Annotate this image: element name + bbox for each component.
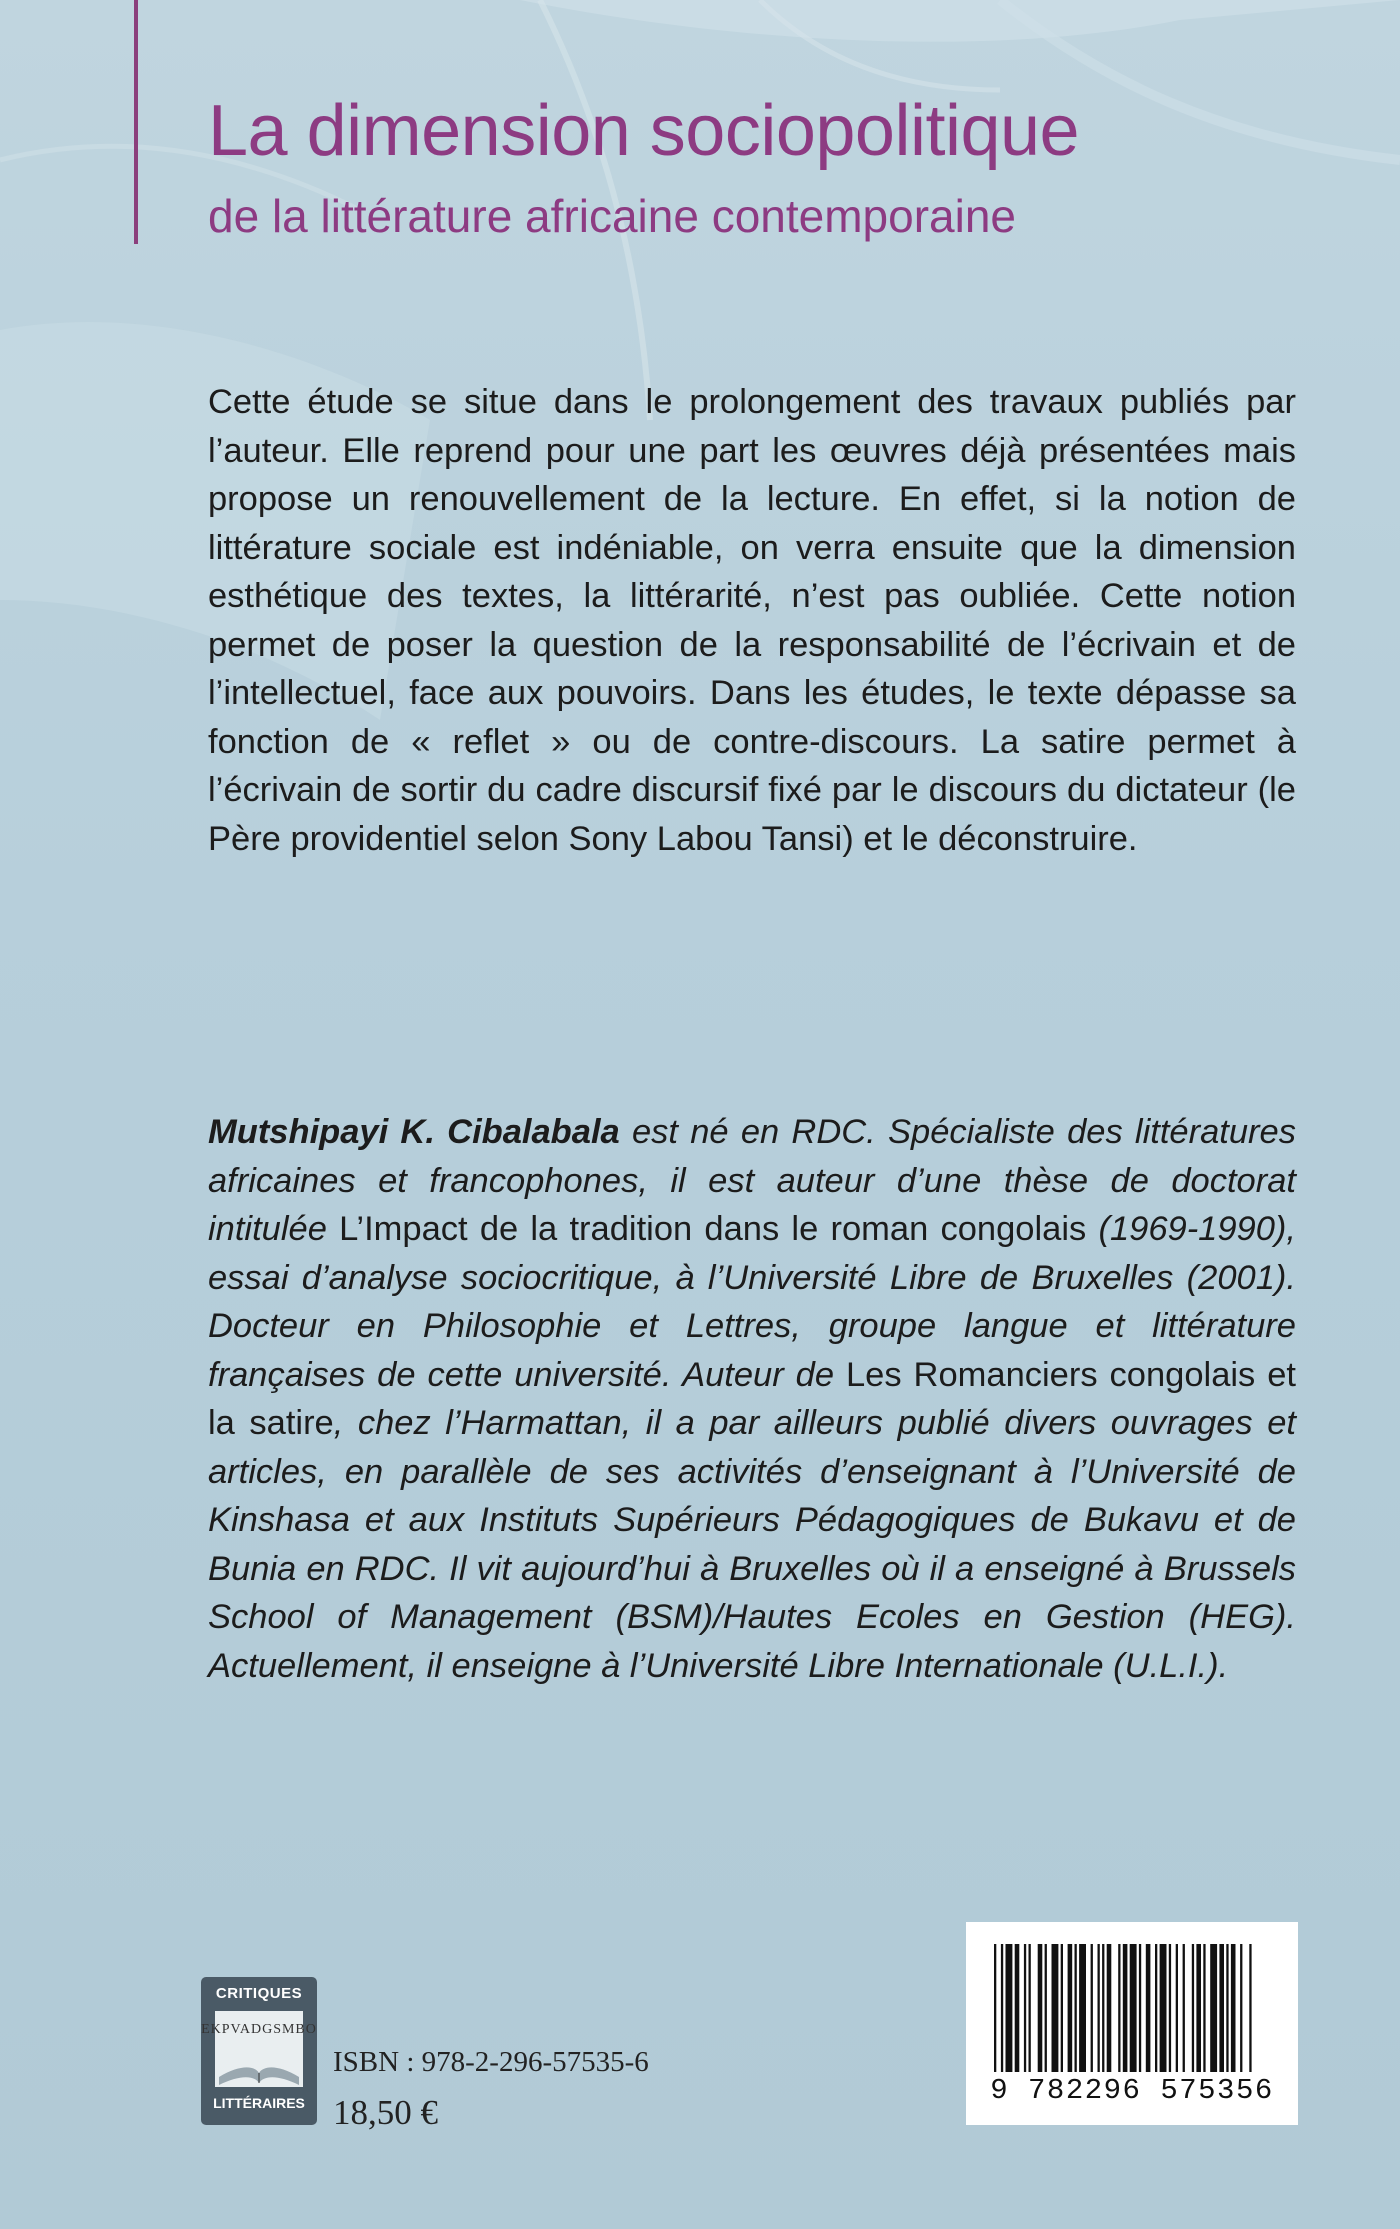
barcode-bar — [1045, 1944, 1047, 2072]
svg-text:EKPVADGSMBO: EKPVADGSMBO — [201, 2022, 317, 2037]
series-logo-bottom-text: LITTÉRAIRES — [213, 2095, 305, 2111]
barcode-bar — [1052, 1944, 1059, 2072]
barcode-bar — [1038, 1944, 1043, 2072]
barcode-bar — [1123, 1944, 1128, 2072]
barcode-bar — [1240, 1944, 1242, 2072]
barcode-bar — [1160, 1944, 1167, 2072]
barcode-bar — [1210, 1944, 1217, 2072]
barcode-bar — [1219, 1944, 1224, 2072]
barcode-bar — [1146, 1944, 1151, 2072]
barcode-bar — [1155, 1944, 1157, 2072]
barcode-bar — [1183, 1944, 1185, 2072]
barcode-bar — [1118, 1944, 1120, 2072]
barcode-bar — [994, 1944, 996, 2072]
price: 18,50 € — [333, 2093, 438, 2132]
barcode-bar — [1102, 1944, 1104, 2072]
bio-text-2: (1969-1990), essai d’analyse sociocritique, à l’Université Libre de Bruxelles (2001). Docteur en Philosophie et Lettres, groupe langue et littérature françaises de cette université. Auteur de — [208, 1210, 1297, 1394]
barcode-bar — [1029, 1944, 1031, 2072]
book-reference-title: Les Romanciers congolais et la satire — [208, 1355, 1296, 1442]
barcode-bar — [1192, 1944, 1194, 2072]
barcode-bar — [1006, 1944, 1013, 2072]
barcode-bar — [1107, 1944, 1112, 2072]
book-title: La dimension sociopolitique — [208, 91, 1080, 171]
barcode-bar — [1015, 1944, 1020, 2072]
series-logo-top-text: CRITIQUES — [215, 1985, 303, 2002]
barcode-bar — [1098, 1944, 1100, 2072]
author-name: Mutshipayi K. Cibalabala — [208, 1113, 620, 1151]
vertical-accent-rule — [134, 0, 138, 244]
series-logo — [201, 1977, 317, 2125]
barcode-bar — [1249, 1944, 1251, 2072]
thesis-title: L’Impact de la tradition dans le roman congolais — [339, 1210, 1087, 1248]
barcode-bar — [1139, 1944, 1141, 2072]
barcode-bar — [1061, 1944, 1063, 2072]
barcode-digits: 9 782296 575356 — [990, 2074, 1274, 2107]
barcode-bar — [1001, 1944, 1003, 2072]
barcode-bar — [1075, 1944, 1077, 2072]
barcode-bar — [1231, 1944, 1236, 2072]
barcode-bar — [1176, 1944, 1178, 2072]
barcode-bar — [1169, 1944, 1171, 2072]
barcode-bar — [1196, 1944, 1201, 2072]
summary-paragraph: Cette étude se situe dans le prolongement des travaux publiés par l’auteur. Elle reprend pour une part les œuvres déjà présentées mais propose un renouvellement de la lecture. En effet, si la notion de littérature sociale est indéniable, on verra ensuite que la dimension esthétique des textes, la littérarité, n’est pas oubliée. Cette notion permet de poser la question de la responsabilité de l’écrivain et de l’intellectuel, face aux pouvoirs. Dans les études, le texte dépasse sa fonction de « reflet » ou de contre-discours. La satire permet à l’écrivain de sortir du cadre discursif fixé par le discours du dictateur (le Père providentiel selon Sony Labou Tansi) et le déconstruire. — [208, 383, 1296, 858]
barcode-bar — [1024, 1944, 1026, 2072]
barcode-bar — [1203, 1944, 1205, 2072]
barcode-bar — [1091, 1944, 1093, 2072]
author-biography — [208, 1108, 1296, 1690]
barcode-bar — [1226, 1944, 1228, 2072]
open-book-icon — [201, 2007, 317, 2091]
barcode-bar — [1130, 1944, 1137, 2072]
barcode-bar — [1079, 1944, 1086, 2072]
barcode-bar — [1068, 1944, 1073, 2072]
isbn-number: ISBN : 978-2-296-57535-6 — [333, 2046, 649, 2078]
book-subtitle: de la littérature africaine contemporaine — [208, 190, 1017, 242]
bio-text-3: , chez l’Harmattan, il a par ailleurs publié divers ouvrages et articles, en parallèle de ses activités d’enseignant à l’Université de Kinshasa et aux Instituts Supérieurs Pédagogiques de Bukavu et de Bunia en RDC. Il vit aujourd’hui à Bruxelles où il a enseigné à Brussels School of Management (BSM)/Hautes Ecoles en Gestion (HEG). Actuellement, il enseigne à l’Université Libre Internationale (U.L.I.). — [208, 1404, 1296, 1685]
bio-text-1: est né en RDC. Spécialiste des littératures africaines et francophones, il est auteur d’une thèse de doctorat intitulée — [208, 1113, 1296, 1248]
barcode — [966, 1922, 1298, 2125]
